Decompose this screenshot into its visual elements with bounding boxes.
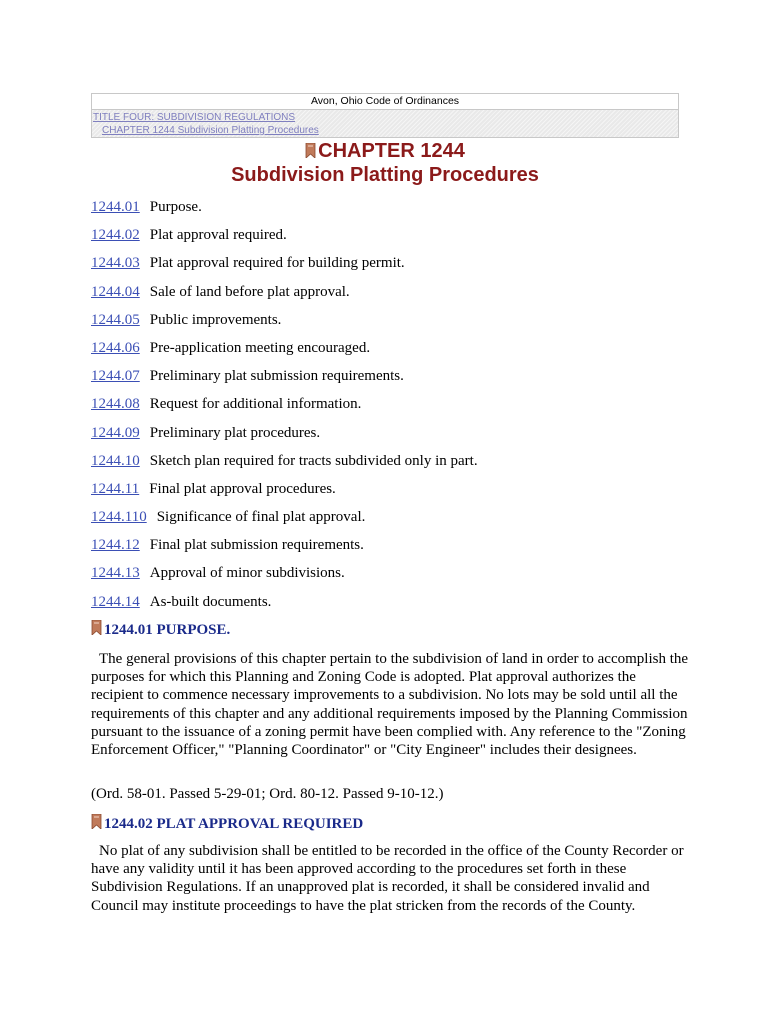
- toc-link[interactable]: 1244.05: [91, 311, 140, 328]
- toc-item: [91, 198, 478, 226]
- toc-item: [91, 226, 478, 254]
- toc-item: [91, 254, 478, 282]
- toc-title: Public improvements.: [149, 311, 282, 328]
- toc-title: Approval of minor subdivisions.: [149, 565, 345, 582]
- toc-title: Final plat submission requirements.: [149, 537, 364, 554]
- site-title: Avon, Ohio Code of Ordinances: [92, 94, 678, 110]
- breadcrumb-title-link[interactable]: TITLE FOUR: SUBDIVISION REGULATIONS: [93, 112, 296, 123]
- toc-title: Pre-application meeting encouraged.: [149, 339, 371, 356]
- toc-item: [91, 593, 478, 621]
- toc-link[interactable]: 1244.13: [91, 565, 140, 582]
- toc-link[interactable]: 1244.09: [91, 424, 140, 441]
- section-body: The general provisions of this chapter pertain to the subdivision of land in order to accomplish the purposes for which this Planning and Zoning Code is adopted. Plat approval authorizes the recipient to commence necessary improvements to a subdivision. No lots may be sold until all the requirements of this chapter and any additional requirements imposed by the Planning Commission pursuant to the issuance of a zoning permit have been complied with. Any reference to the "Zoning Enforcement Officer," "Planning Coordinator" or "City Engineer" includes their designees.: [91, 651, 689, 759]
- chapter-number: CHAPTER 1244: [318, 140, 465, 162]
- section-heading-1244-02: [91, 814, 363, 833]
- toc-link[interactable]: 1244.06: [91, 339, 140, 356]
- toc-title: As-built documents.: [149, 593, 272, 610]
- toc-title: Plat approval required.: [149, 227, 287, 244]
- toc-link[interactable]: 1244.03: [91, 255, 140, 272]
- toc-item: [91, 395, 478, 423]
- chapter-title: Subdivision Platting Procedures: [231, 164, 539, 186]
- bookmark-icon: [305, 143, 316, 158]
- toc-title: Preliminary plat submission requirements.: [149, 368, 404, 385]
- toc-link[interactable]: 1244.04: [91, 283, 140, 300]
- toc-link[interactable]: 1244.11: [91, 480, 140, 497]
- toc-link[interactable]: 1244.10: [91, 452, 140, 469]
- bookmark-icon: [91, 814, 102, 829]
- toc-link[interactable]: 1244.110: [91, 509, 147, 526]
- toc-title: Preliminary plat procedures.: [149, 424, 321, 441]
- bookmark-icon: [91, 620, 102, 635]
- toc-link[interactable]: 1244.02: [91, 227, 140, 244]
- toc-title: Purpose.: [149, 199, 202, 215]
- toc-title: Plat approval required for building permit.: [149, 255, 405, 272]
- toc-title: Final plat approval procedures.: [149, 480, 336, 497]
- section-heading-text: 1244.01 PURPOSE.: [104, 622, 231, 638]
- breadcrumb-chapter-link[interactable]: CHAPTER 1244 Subdivision Platting Procedures: [102, 125, 319, 136]
- section-heading-text: 1244.02 PLAT APPROVAL REQUIRED: [104, 816, 364, 832]
- toc-title: Sketch plan required for tracts subdivided only in part.: [149, 452, 478, 469]
- toc-link[interactable]: 1244.01: [91, 199, 140, 215]
- toc-item: [91, 424, 478, 452]
- chapter-number-heading: [0, 140, 770, 163]
- toc-item: [91, 564, 478, 592]
- table-of-contents: [91, 198, 478, 621]
- toc-title: Significance of final plat approval.: [156, 509, 366, 526]
- toc-title: Request for additional information.: [149, 396, 362, 413]
- toc-item: [91, 367, 478, 395]
- toc-link[interactable]: 1244.08: [91, 396, 140, 413]
- toc-item: [91, 339, 478, 367]
- toc-link[interactable]: 1244.12: [91, 537, 140, 554]
- toc-item: [91, 452, 478, 480]
- section-heading-1244-01: [91, 620, 230, 639]
- toc-item: [91, 480, 478, 508]
- toc-link[interactable]: 1244.14: [91, 593, 140, 610]
- toc-title: Sale of land before plat approval.: [149, 283, 350, 300]
- section-history: (Ord. 58-01. Passed 5-29-01; Ord. 80-12. Passed 9-10-12.): [91, 786, 444, 802]
- toc-item: [91, 508, 478, 536]
- breadcrumb-header: [91, 93, 679, 138]
- section-body: No plat of any subdivision shall be entitled to be recorded in the office of the County Recorder or have any validity until it has been approved according to the procedures set forth in these Subdivision Regulations. If an unapproved plat is recorded, it shall be considered invalid and Council may institute proceedings to have the plat stricken from the records of the County.: [91, 843, 684, 914]
- toc-item: [91, 311, 478, 339]
- toc-item: [91, 536, 478, 564]
- toc-item: [91, 283, 478, 311]
- toc-link[interactable]: 1244.07: [91, 368, 140, 385]
